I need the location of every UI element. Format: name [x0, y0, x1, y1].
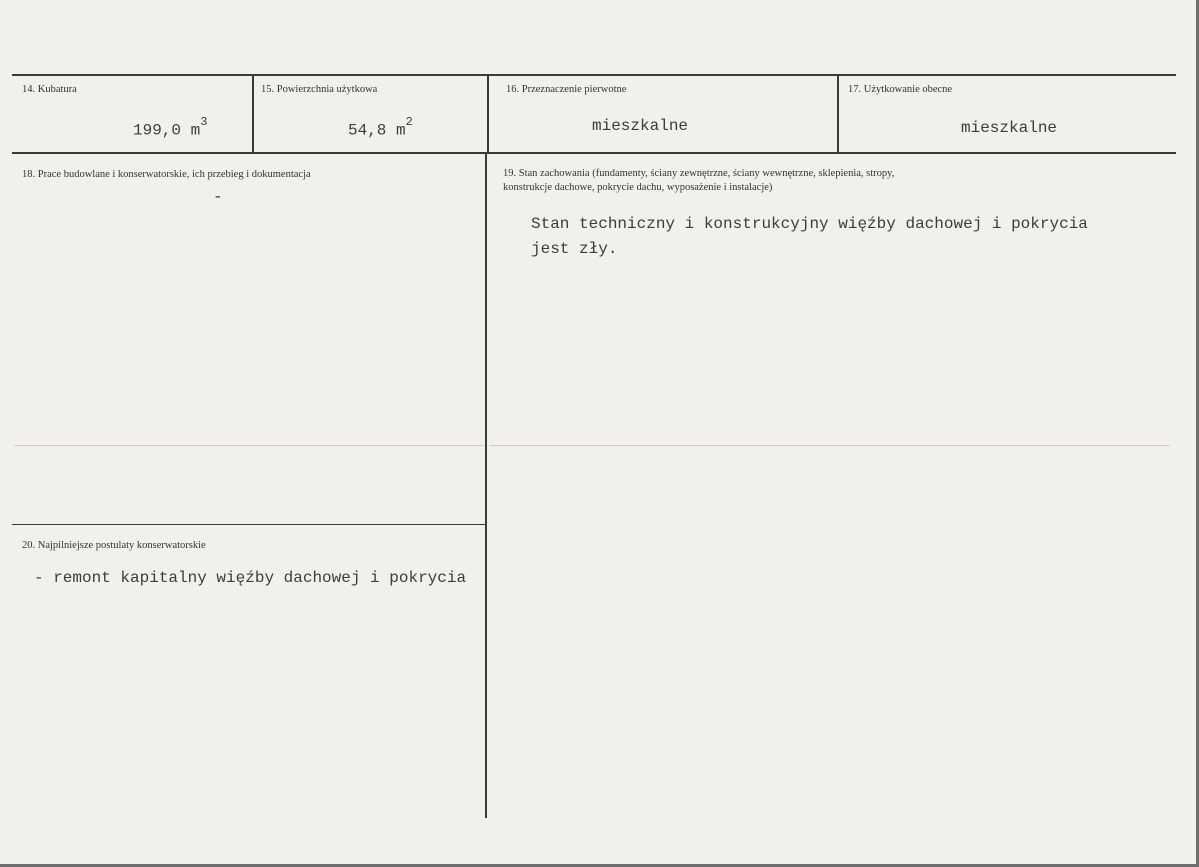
field-15-value [348, 113, 413, 142]
field-17-label: 17. Użytkowanie obecne [848, 84, 953, 95]
field-14-value [133, 113, 207, 142]
faint-line [14, 445, 484, 446]
field-18-label: 18. Prace budowlane i konserwatorskie, ich przebieg i dokumentacja [22, 169, 311, 180]
form-row-divider [12, 152, 1176, 154]
field-20-label: 20. Najpilniejsze postulaty konserwatorskie [22, 540, 206, 551]
divider-18-20 [12, 524, 485, 525]
field-15-label: 15. Powierzchnia użytkowa [261, 84, 378, 95]
divider-15-16 [487, 75, 489, 153]
field-20-value: - remont kapitalny więźby dachowej i pokrycia [34, 569, 467, 587]
area-unit-exponent: 2 [405, 115, 413, 129]
field-17-value: mieszkalne [961, 119, 1058, 137]
field-19-value-line1: Stan techniczny i konstrukcyjny więźby dachowej i pokrycia [531, 215, 1088, 233]
field-19-label-line2: konstrukcje dachowe, pokrycie dachu, wyposażenie i instalacje) [503, 182, 773, 193]
cubature-unit-exponent: 3 [200, 115, 208, 129]
cubature-value: 199,0 m [133, 121, 201, 140]
field-14-label: 14. Kubatura [22, 84, 77, 95]
field-16-value: mieszkalne [592, 117, 689, 135]
field-19-value-line2: jest zły. [531, 240, 618, 258]
divider-16-17 [837, 75, 839, 153]
field-19-label-line1: 19. Stan zachowania (fundamenty, ściany zewnętrzne, ściany wewnętrzne, sklepienia, stropy, [503, 168, 895, 179]
field-16-label: 16. Przeznaczenie pierwotne [506, 84, 627, 95]
faint-line [490, 445, 1170, 446]
divider-left-right [485, 153, 487, 818]
area-value: 54,8 m [348, 121, 406, 140]
form-top-line [12, 74, 1176, 76]
divider-14-15 [252, 75, 254, 153]
field-18-value: - [213, 188, 223, 206]
